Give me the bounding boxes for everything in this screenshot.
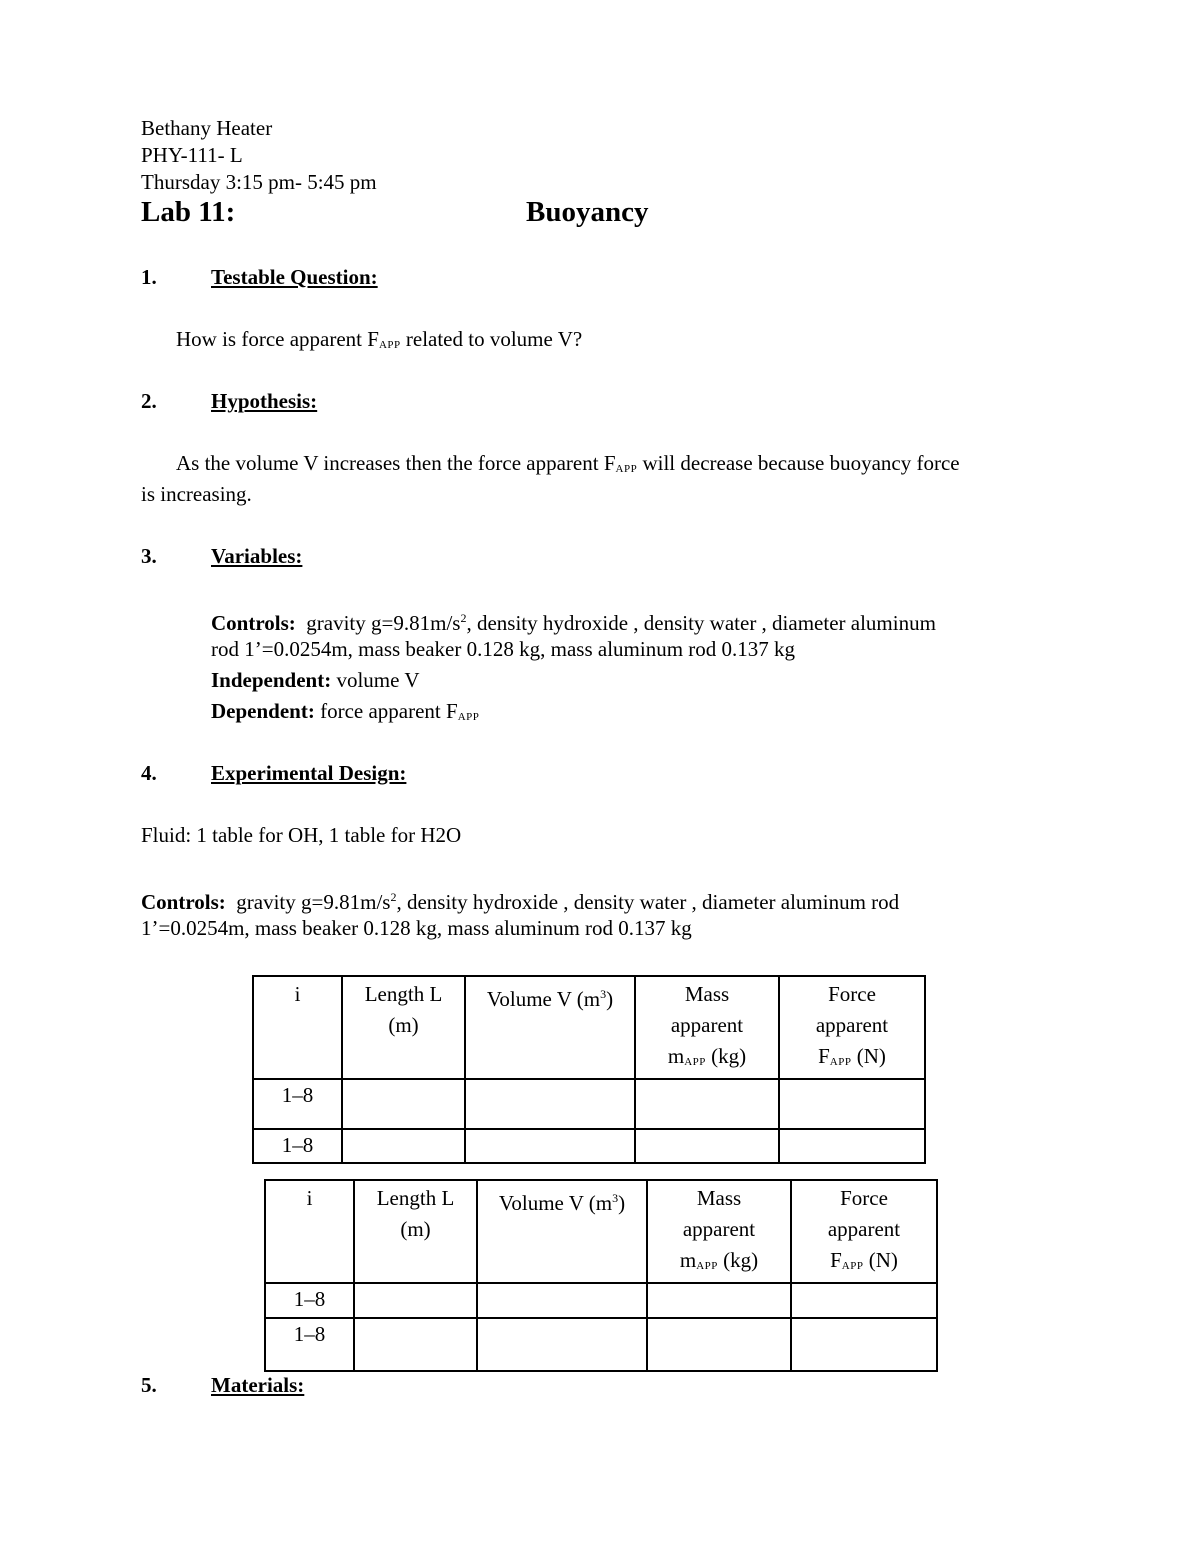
section-heading-materials: Materials: [211, 1373, 305, 1397]
author-name: Bethany Heater [141, 116, 273, 140]
header-i: i [253, 976, 342, 1079]
cell-force [791, 1318, 937, 1371]
class-schedule: Thursday 3:15 pm- 5:45 pm [141, 170, 377, 194]
section-heading-testable-question: Testable Question: [211, 265, 378, 289]
cell-length [342, 1129, 465, 1163]
design-fluid: Fluid: 1 table for OH, 1 table for H2O [141, 823, 462, 847]
table-row [265, 1283, 937, 1318]
cell-i: 1–8 [253, 1129, 342, 1163]
cell-mass [647, 1283, 791, 1318]
table-header-row [253, 976, 925, 1079]
header-force-apparent: Force apparent $F_{APP}$ (N) [791, 1180, 937, 1283]
course-code: PHY-111- L [141, 143, 243, 167]
variables-independent: Independent: volume V [211, 668, 420, 692]
section-heading-experimental-design: Experimental Design: [211, 761, 407, 785]
hypothesis-text: As the volume V increases then the force apparent $F_{APP}$ will decrease because buoyancy force [176, 451, 960, 475]
cell-length [354, 1283, 477, 1318]
cell-volume [477, 1318, 647, 1371]
header-volume: Volume V $(m^3)$ [465, 976, 635, 1079]
header-volume: Volume V $(m^3)$ [477, 1180, 647, 1283]
section-number: 5. [141, 1373, 157, 1397]
header-i: i [265, 1180, 354, 1283]
table-row [265, 1318, 937, 1371]
variables-controls: Controls: gravity $g=9.81m/s^2$, density hydroxide , density water , diameter aluminum [211, 611, 936, 635]
section-number: 3. [141, 544, 157, 568]
table-header-row [265, 1180, 937, 1283]
variables-dependent: Dependent: force apparent $F_{APP}$ [211, 699, 480, 723]
header-length: Length L (m) [342, 976, 465, 1079]
cell-force [779, 1129, 925, 1163]
table-row [253, 1129, 925, 1163]
lab-number: Lab 11: [141, 196, 236, 228]
cell-volume [465, 1129, 635, 1163]
cell-length [354, 1318, 477, 1371]
cell-volume [465, 1079, 635, 1129]
cell-length [342, 1079, 465, 1129]
cell-mass [647, 1318, 791, 1371]
cell-force [779, 1079, 925, 1129]
cell-volume [477, 1283, 647, 1318]
cell-mass [635, 1129, 779, 1163]
data-table-2 [264, 1179, 938, 1372]
cell-i: 1–8 [265, 1318, 354, 1371]
variables-controls-continued: rod 1’=0.0254m, mass beaker 0.128 kg, mass aluminum rod 0.137 kg [211, 637, 796, 661]
section-number: 2. [141, 389, 157, 413]
lab-topic: Buoyancy [526, 196, 649, 228]
section-heading-variables: Variables: [211, 544, 303, 568]
section-heading-hypothesis: Hypothesis: [211, 389, 318, 413]
data-table-1 [252, 975, 926, 1164]
cell-mass [635, 1079, 779, 1129]
section-number: 4. [141, 761, 157, 785]
cell-i: 1–8 [253, 1079, 342, 1129]
cell-force [791, 1283, 937, 1318]
section-number: 1. [141, 265, 157, 289]
design-controls-continued: 1’=0.0254m, mass beaker 0.128 kg, mass aluminum rod 0.137 kg [141, 916, 692, 940]
design-controls: Controls: gravity $g=9.81m/s^2$, density hydroxide , density water , diameter aluminum rod [141, 890, 900, 914]
hypothesis-text-continued: is increasing. [141, 482, 252, 506]
header-mass-apparent: Mass apparent $m_{APP}$ (kg) [635, 976, 779, 1079]
testable-question-text: How is force apparent $F_{APP}$ related to volume V? [176, 327, 583, 351]
cell-i: 1–8 [265, 1283, 354, 1318]
header-force-apparent: Force apparent $F_{APP}$ (N) [779, 976, 925, 1079]
table-row [253, 1079, 925, 1129]
header-length: Length L (m) [354, 1180, 477, 1283]
header-mass-apparent: Mass apparent $m_{APP}$ (kg) [647, 1180, 791, 1283]
